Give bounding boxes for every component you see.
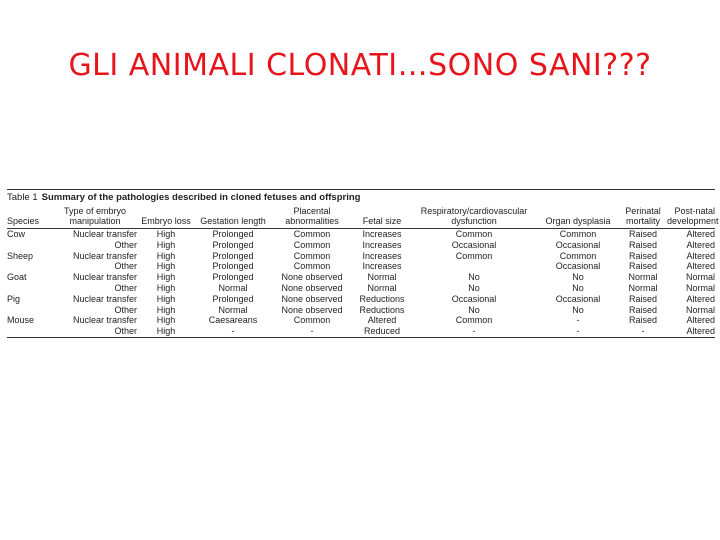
table-cell: - [576,315,580,326]
table-cell: Normal [367,282,397,293]
table-cell: No [572,282,584,293]
table-cell: None observed [281,304,343,315]
table-cell: No [572,304,584,315]
table-cell: Raised [628,261,657,272]
table-cell: Reductions [359,304,405,315]
table-cell: Increases [362,239,402,250]
table-cell: Prolonged [212,293,254,304]
table-cell: Prolonged [212,272,254,283]
table-body [7,229,715,338]
table-cell: Altered [686,250,715,261]
table-cell: No [468,272,480,283]
table-cell: Common [559,250,597,261]
pathology-table-container [7,189,719,338]
table-cell: Raised [628,250,657,261]
table-cell: Nuclear transfer [72,272,137,283]
table-row [7,283,715,294]
table-row [7,326,715,337]
table-cell: Common [293,229,331,239]
table-cell: Other [114,239,137,250]
table-cell: High [156,315,176,326]
table-cell: Occasional [555,261,601,272]
table-cell: Prolonged [212,250,254,261]
table-cell: Sheep [7,250,34,261]
table-cell: Pig [7,293,21,304]
table-row [7,251,715,262]
table-cell: Nuclear transfer [72,315,137,326]
table-cell: No [572,272,584,283]
table-cell: Raised [628,239,657,250]
table-cell: Increases [362,261,402,272]
table-cell: High [156,261,176,272]
table-cell: Normal [628,272,658,283]
table-cell: Normal [628,282,658,293]
table-cell: Increases [362,229,402,239]
column-header: Fetal size [353,204,411,229]
table-cell: Altered [686,261,715,272]
table-cell: Other [114,261,137,272]
table-cell: Common [559,229,597,239]
table-cell: High [156,282,176,293]
table-cell: Altered [686,293,715,304]
table-cell: - [195,326,271,337]
table-cell: Raised [628,293,657,304]
column-header: Placental abnormalities [271,204,353,229]
table-cell [7,305,53,316]
column-header: Species [7,204,53,229]
table-cell: Common [455,315,493,326]
table-cell: Common [293,315,331,326]
table-cell: Normal [685,304,715,315]
table-cell: Altered [686,239,715,250]
table-cell [7,326,53,337]
table-cell [7,240,53,251]
table-cell: Altered [667,326,715,337]
table-caption-number: Table 1 [7,192,38,203]
table-cell: - [619,326,667,337]
table-cell: Raised [628,229,657,239]
table-cell: - [537,326,619,337]
table-cell: Caesareans [208,315,258,326]
table-row [7,272,715,283]
table-cell: None observed [281,272,343,283]
table-row [7,315,715,326]
table-cell: Cow [7,229,26,239]
table-cell: Reductions [359,293,405,304]
table-cell: High [156,250,176,261]
table-caption-text: Summary of the pathologies described in cloned fetuses and offspring [41,192,361,203]
table-cell: Reduced [353,326,411,337]
table-cell: Common [293,239,331,250]
table-cell: Other [53,326,137,337]
table-cell: Common [455,250,493,261]
table-row [7,305,715,316]
table-cell [411,261,537,272]
table-cell: Goat [7,272,27,283]
table-cell: Normal [367,272,397,283]
table-cell: Raised [628,315,657,326]
table-cell: Mouse [7,315,35,326]
table-row [7,229,715,240]
table-cell: Increases [362,250,402,261]
table-cell: Occasional [555,239,601,250]
column-header: Post-natal development [667,204,715,229]
table-header-row [7,204,715,229]
table-cell: No [468,304,480,315]
table-cell [7,283,53,294]
table-cell: Normal [218,304,248,315]
table-row [7,261,715,272]
table-cell: Other [114,282,137,293]
table-cell: Common [293,250,331,261]
table-cell: High [156,239,176,250]
table-cell: Occasional [555,293,601,304]
table-cell: Normal [685,272,715,283]
table-row [7,294,715,305]
table-caption [7,189,715,204]
table-cell: Nuclear transfer [72,293,137,304]
slide-title: GLI ANIMALI CLONATI…SONO SANI??? [68,48,652,83]
table-cell: Nuclear transfer [72,229,137,239]
column-header: Organ dysplasia [537,204,619,229]
table-cell: Raised [628,304,657,315]
table-cell: High [156,304,176,315]
table-cell: Common [293,261,331,272]
column-header: Gestation length [195,204,271,229]
table-cell: Normal [685,282,715,293]
table-cell: Prolonged [212,229,254,239]
table-cell: - [271,326,353,337]
table-cell: Altered [686,315,715,326]
column-header: Respiratory/cardiovascular dysfunction [411,204,537,229]
table-cell: Prolonged [212,239,254,250]
table-cell: Common [455,229,493,239]
table-cell: Altered [686,229,715,239]
pathology-table [7,204,719,338]
table-cell: Altered [367,315,397,326]
table-cell: Prolonged [212,261,254,272]
table-cell: High [156,229,176,239]
table-cell: Occasional [451,239,497,250]
table-row [7,240,715,251]
table-cell: High [137,326,195,337]
table-cell: Nuclear transfer [72,250,137,261]
table-cell: - [411,326,537,337]
table-cell: No [468,282,480,293]
table-cell: Occasional [451,293,497,304]
column-header: Perinatal mortality [619,204,667,229]
table-cell: High [156,293,176,304]
table-cell: Normal [218,282,248,293]
table-cell: High [156,272,176,283]
table-cell: None observed [281,293,343,304]
column-header: Embryo loss [137,204,195,229]
table-cell: None observed [281,282,343,293]
table-cell [7,261,53,272]
column-header: Type of embryo manipulation [53,204,137,229]
table-cell: Other [114,304,137,315]
